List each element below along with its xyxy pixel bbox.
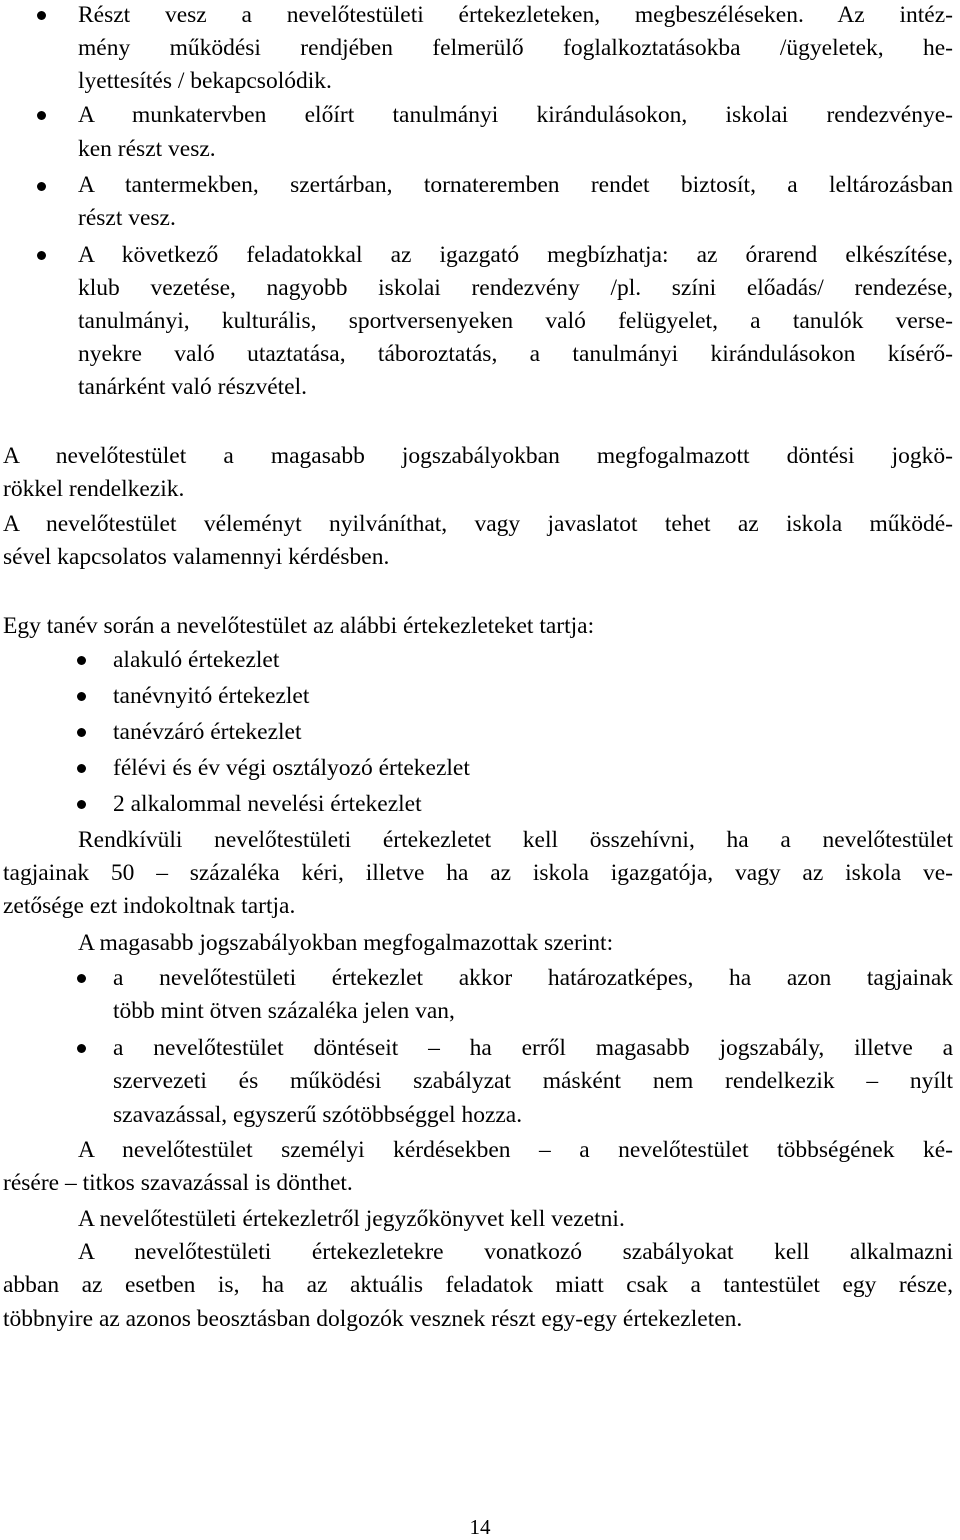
duty-4-line-5: tanárként való részvétel. — [78, 374, 308, 400]
duty-3-line-2: részt vesz. — [78, 205, 176, 231]
page-number: 14 — [469, 1515, 491, 1539]
bullet-icon — [77, 800, 86, 809]
rule-1-line-2: több mint ötven százaléka jelen van, — [113, 998, 455, 1024]
para4-line-3: zetősége ezt indokoltnak tartja. — [3, 893, 296, 919]
meeting-item-3: tanévzáró értekezlet — [113, 719, 302, 745]
para5: A magasabb jogszabályokban megfogalmazottak szerint: — [78, 930, 614, 956]
duty-1-line-3: lyettesítés / bekapcsolódik. — [78, 68, 332, 94]
para8-line-1: A nevelőtestületi értekezletekre vonatkozó szabályokat kell alkalmazni — [78, 1239, 953, 1265]
duty-4-line-1: A következő feladatokkal az igazgató megbízhatja: az órarend elkészítése, — [78, 242, 953, 268]
bullet-icon — [77, 974, 86, 983]
bullet-icon — [77, 728, 86, 737]
rule-2-line-1: a nevelőtestület döntéseit – ha erről magasabb jogszabály, illetve a — [113, 1035, 953, 1061]
rule-2-line-3: szavazással, egyszerű szótöbbséggel hozza. — [113, 1102, 523, 1128]
para1-line-2: rökkel rendelkezik. — [3, 476, 185, 502]
para6-line-2: résére – titkos szavazással is dönthet. — [3, 1170, 353, 1196]
para4-line-2: tagjainak 50 – százaléka kéri, illetve ha az iskola igazgatója, vagy az iskola ve- — [3, 860, 953, 886]
rule-2-line-2: szervezeti és működési szabályzat másként nem rendelkezik – nyílt — [113, 1068, 953, 1094]
para2-line-2: sével kapcsolatos valamennyi kérdésben. — [3, 544, 390, 570]
bullet-icon — [37, 111, 46, 120]
duty-2-line-1: A munkatervben előírt tanulmányi kirándulásokon, iskolai rendezvénye- — [78, 102, 953, 128]
bullet-icon — [37, 11, 46, 20]
duty-4-line-2: klub vezetése, nagyobb iskolai rendezvény /pl. színi előadás/ rendezése, — [78, 275, 953, 301]
bullet-icon — [37, 251, 46, 260]
duty-1-line-2: mény működési rendjében felmerülő foglalkoztatásokba /ügyeletek, he- — [78, 35, 953, 61]
para4-line-1: Rendkívüli nevelőtestületi értekezletet kell összehívni, ha a nevelőtestület — [78, 827, 953, 853]
duty-4-line-4: nyekre való utaztatása, táboroztatás, a tanulmányi kirándulásokon kísérő- — [78, 341, 953, 367]
bullet-icon — [77, 692, 86, 701]
para7: A nevelőtestületi értekezletről jegyzőkönyvet kell vezetni. — [78, 1206, 625, 1232]
bullet-icon — [77, 764, 86, 773]
para8-line-2: abban az esetben is, ha az aktuális feladatok miatt csak a tantestület egy része, — [3, 1272, 953, 1298]
meeting-item-2: tanévnyitó értekezlet — [113, 683, 310, 709]
duty-4-line-3: tanulmányi, kulturális, sportversenyeken való felügyelet, a tanulók verse- — [78, 308, 953, 334]
meeting-item-5: 2 alkalommal nevelési értekezlet — [113, 791, 422, 817]
bullet-icon — [37, 182, 46, 191]
bullet-icon — [77, 656, 86, 665]
para3: Egy tanév során a nevelőtestület az alábbi értekezleteket tartja: — [3, 613, 595, 639]
para1-line-1: A nevelőtestület a magasabb jogszabályokban megfogalmazott döntési jogkö- — [3, 443, 953, 469]
para6-line-1: A nevelőtestület személyi kérdésekben – a nevelőtestület többségének ké- — [78, 1137, 953, 1163]
para8-line-3: többnyire az azonos beosztásban dolgozók vesznek részt egy-egy értekezleten. — [3, 1306, 743, 1332]
para2-line-1: A nevelőtestület véleményt nyilváníthat, vagy javaslatot tehet az iskola működé- — [3, 511, 953, 537]
meeting-item-4: félévi és év végi osztályozó értekezlet — [113, 755, 470, 781]
bullet-icon — [77, 1044, 86, 1053]
rule-1-line-1: a nevelőtestületi értekezlet akkor határozatképes, ha azon tagjainak — [113, 965, 953, 991]
duty-1-line-1: Részt vesz a nevelőtestületi értekezleteken, megbeszéléseken. Az intéz- — [78, 2, 953, 28]
duty-3-line-1: A tantermekben, szertárban, tornateremben rendet biztosít, a leltározásban — [78, 172, 953, 198]
meeting-item-1: alakuló értekezlet — [113, 647, 280, 673]
duty-2-line-2: ken részt vesz. — [78, 136, 216, 162]
